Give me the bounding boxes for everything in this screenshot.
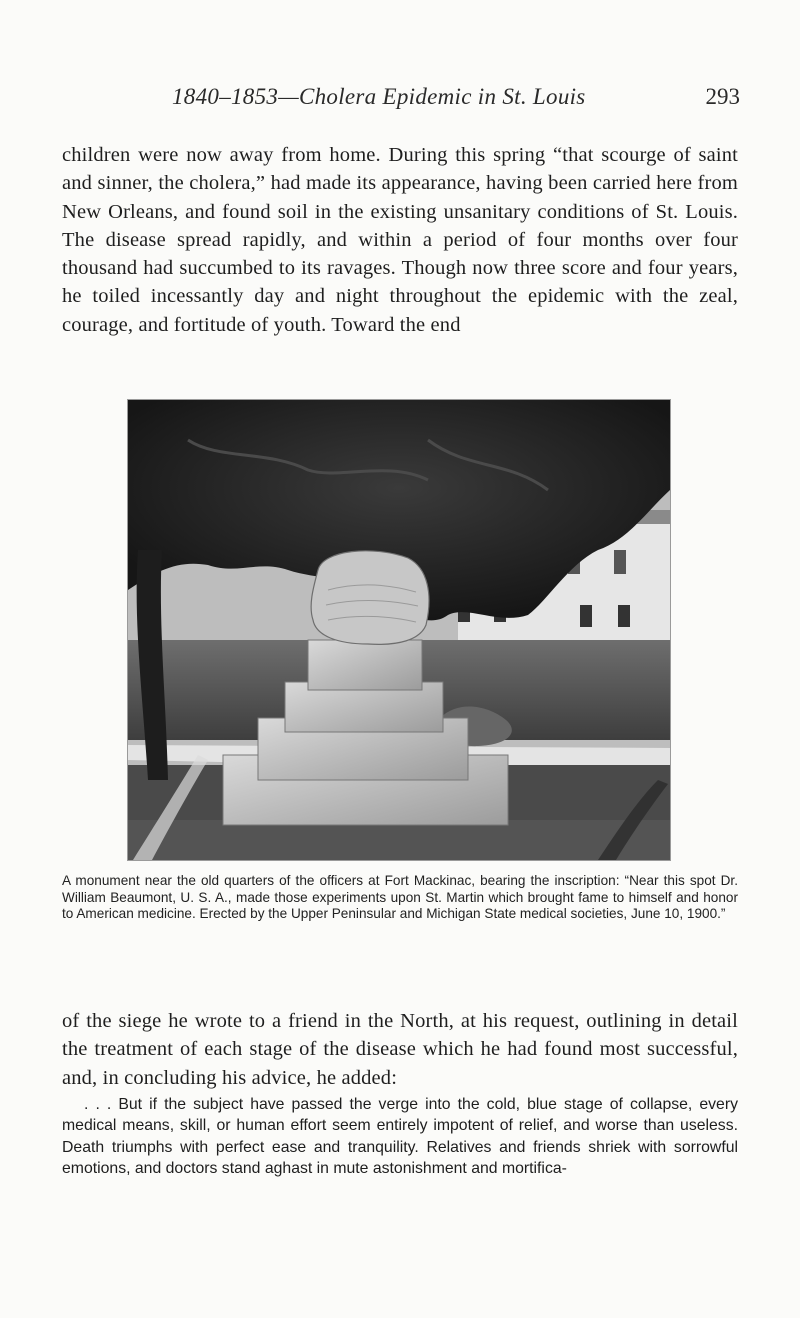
photo-illustration bbox=[128, 400, 670, 860]
quote-text: But if the subject have passed the verge into the cold, blue stage of collapse, every medical means, skill, or human effort seem entirely impotent of relief, and worse than useless. Death triumphs with perfect ease and tranquility. Relatives and friends shriek with sorrowful emotions, and doctors stand aghast in mute astonishment and mortifica- bbox=[62, 1096, 738, 1178]
running-title: 1840–1853—Cholera Epidemic in St. Louis bbox=[172, 84, 586, 109]
page-number: 293 bbox=[705, 84, 740, 109]
body-paragraph-2: of the siege he wrote to a friend in the North, at his request, outlining in detail the treatment of each stage of the disease which he had found most successful, and, in concluding his advice, he added: bbox=[62, 1010, 738, 1089]
inscribed-boulder bbox=[311, 551, 429, 645]
running-header bbox=[0, 84, 800, 124]
body-paragraph-1: children were now away from home. During this spring “that scourge of saint and sinner, the cholera,” had made its appearance, having been carried here from New Orleans, and found soil in the existing unsanitary conditions of St. Louis. The disease spread rapidly, and within a period of four months over four thousand had succumbed to its ravages. Though now three score and four years, he toiled incessantly day and night throughout the epidemic with the zeal, courage, and fortitude of youth. Toward the end bbox=[62, 144, 738, 336]
quote-ellipsis: . . . bbox=[84, 1096, 112, 1113]
figure-caption: A monument near the old quarters of the officers at Fort Mackinac, bearing the inscription: “Near this spot Dr. William Beaumont, U. S. A., made those experiments upon St. Martin which brought fame to himself and honor to American medicine. Erected by the Upper Peninsular and Michigan State medical societies, June 10, 1900.” bbox=[62, 873, 738, 922]
monument-photograph bbox=[127, 399, 671, 861]
block-quote bbox=[62, 1094, 738, 1180]
